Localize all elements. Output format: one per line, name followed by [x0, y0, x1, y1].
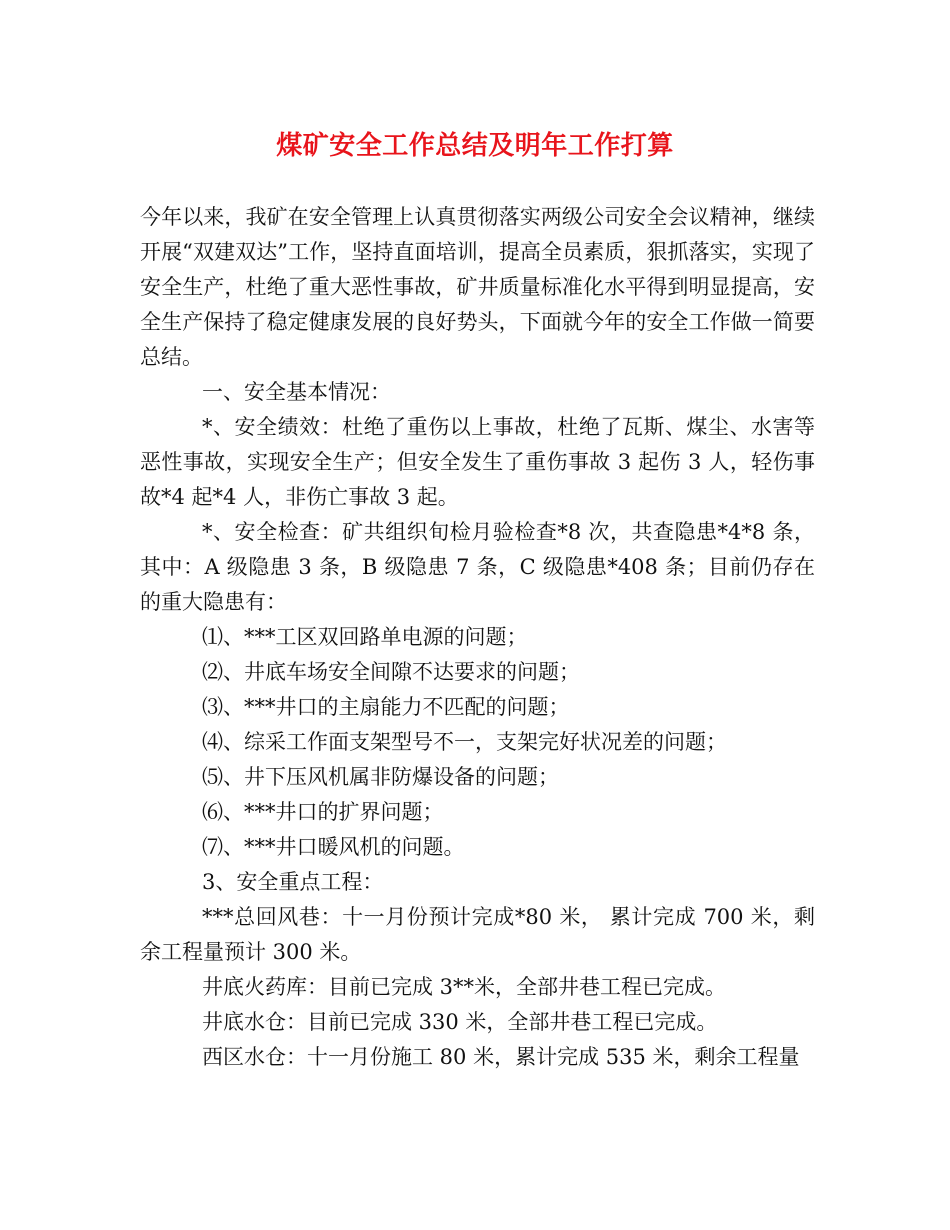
list-item-hazard-5: ⑸、井下压风机属非防爆设备的问题；: [202, 765, 559, 789]
list-item-hazard-1: ⑴、***工区双回路单电源的问题；: [202, 625, 528, 649]
paragraph-return-airway: ***总回风巷：十一月份预计完成*80 米， 累计完成 700 米，剩余工程量预计 300 米。: [140, 905, 815, 964]
paragraph-explosives-store: 井底火药库：目前已完成 3**米，全部井巷工程已完成。: [202, 975, 727, 999]
section-heading-basic-situation: 一、安全基本情况：: [202, 380, 391, 404]
paragraph-west-sump: 西区水仓：十一月份施工 80 米，累计完成 535 米，剩余工程量: [202, 1045, 800, 1069]
list-item-hazard-7: ⑺、***井口暖风机的问题。: [202, 835, 465, 859]
list-item-hazard-6: ⑹、***井口的扩界问题；: [202, 800, 444, 824]
list-item-hazard-2: ⑵、井底车场安全间隙不达要求的问题；: [202, 660, 580, 684]
paragraph-intro: 今年以来，我矿在安全管理上认真贯彻落实两级公司安全会议精神，继续开展“双建双达”工作，坚持直面培训，提高全员素质，狠抓落实，实现了安全生产，杜绝了重大恶性事故，矿井质量标准化水平得到明显提高，安全生产保持了稳定健康发展的良好势头，下面就今年的安全工作做一简要总结。: [140, 205, 815, 369]
section-heading-key-projects: 3、安全重点工程：: [202, 870, 384, 894]
list-item-hazard-4: ⑷、综采工作面支架型号不一，支架完好状况差的问题；: [202, 730, 727, 754]
paragraph-safety-performance: *、安全绩效：杜绝了重伤以上事故，杜绝了瓦斯、煤尘、水害等恶性事故，实现安全生产；但安全发生了重伤事故 3 起伤 3 人，轻伤事故*4 起*4 人，非伤亡事故 3 起。: [140, 415, 815, 509]
paragraph-shaft-bottom-sump: 井底水仓：目前已完成 330 米，全部井巷工程已完成。: [202, 1010, 718, 1034]
document-body: [140, 200, 815, 1075]
paragraph-safety-inspection: *、安全检查：矿共组织旬检月验检查*8 次，共查隐患*4*8 条，其中：A 级隐患 3 条，B 级隐患 7 条，C 级隐患*408 条；目前仍存在的重大隐患有：: [140, 520, 815, 614]
list-item-hazard-3: ⑶、***井口的主扇能力不匹配的问题；: [202, 695, 570, 719]
document-title: 煤矿安全工作总结及明年工作打算: [276, 131, 674, 161]
